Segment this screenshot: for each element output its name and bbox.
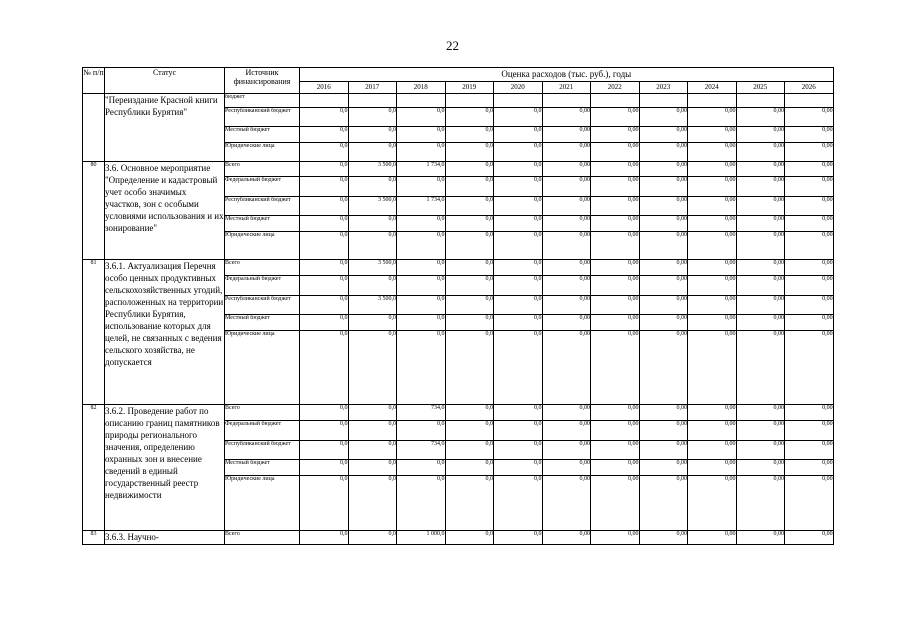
expense-value-2023: 0,00 [639, 276, 688, 296]
expense-value-2023: 0,00 [639, 177, 688, 197]
expense-value-2022: 0,00 [591, 162, 640, 177]
expense-value-2020: 0,0 [494, 276, 543, 296]
expense-value-2026: 0,00 [785, 177, 834, 197]
expense-value-2022: 0,00 [591, 421, 640, 441]
expense-value-2016: 0,0 [300, 162, 349, 177]
expense-value-2022: 0,00 [591, 127, 640, 143]
expense-value-2020: 0,0 [494, 331, 543, 405]
expense-value-2021: 0,00 [542, 421, 591, 441]
expense-value-2024: 0,00 [688, 232, 737, 260]
expense-value-2024: 0,00 [688, 476, 737, 531]
expense-value-2020: 0,0 [494, 177, 543, 197]
expense-value-2025: 0,00 [736, 460, 785, 476]
expense-value-2018: 0,0 [397, 315, 446, 331]
funding-source: Республиканский бюджет [225, 197, 300, 216]
funding-source: Федеральный бюджет [225, 177, 300, 197]
funding-source: Юридические лица [225, 143, 300, 162]
expense-value-2024: 0,00 [688, 127, 737, 143]
expense-value-2022: 0,00 [591, 177, 640, 197]
expense-value-2026: 0,00 [785, 127, 834, 143]
expense-value-2021: 0,00 [542, 476, 591, 531]
expense-value-2017: 3 500,0 [348, 162, 397, 177]
row-number: 83 [83, 531, 105, 545]
expense-value-2018: 0,0 [397, 260, 446, 276]
expense-value-2025: 0,00 [736, 405, 785, 421]
expense-value-2020: 0,0 [494, 197, 543, 216]
expense-value-2019: 0,0 [445, 405, 494, 421]
expense-value-2020: 0,0 [494, 296, 543, 315]
expense-value-2018: 0,0 [397, 276, 446, 296]
expense-value-2018: 0,0 [397, 421, 446, 441]
expense-value-2026: 0,00 [785, 232, 834, 260]
expense-value-2017: 0,0 [348, 405, 397, 421]
expense-value-2021: 0,00 [542, 405, 591, 421]
expense-value-2026: 0,00 [785, 315, 834, 331]
status-cell: 3.6.3. Научно- [105, 531, 225, 545]
budget-table [82, 67, 834, 545]
year-2018: 2018 [397, 82, 446, 94]
expense-value-2021: 0,00 [542, 331, 591, 405]
year-2016: 2016 [300, 82, 349, 94]
expense-value-2021: 0,00 [542, 260, 591, 276]
year-2022: 2022 [591, 82, 640, 94]
expense-value-2017: 3 500,0 [348, 296, 397, 315]
expense-value-2020: 0,0 [494, 531, 543, 545]
expense-value-2021: 0,00 [542, 460, 591, 476]
expense-value-2018: 0,0 [397, 232, 446, 260]
expense-value-2016: 0,0 [300, 127, 349, 143]
expense-value-2026: 0,00 [785, 276, 834, 296]
expense-value-2025: 0,00 [736, 108, 785, 127]
expense-value-2018: 734,0 [397, 441, 446, 460]
header-source: Источник финансирования [225, 68, 300, 94]
expense-value-2021: 0,00 [542, 441, 591, 460]
status-cell: 3.6.2. Проведение работ по описанию границ памятников природы регионального значения, определению охранных зон и внесение сведений в единый государственный реестр недвижимости [105, 405, 225, 531]
expense-value-2017: 0,0 [348, 421, 397, 441]
expense-value-2020: 0,0 [494, 232, 543, 260]
expense-value-2019: 0,0 [445, 232, 494, 260]
expense-value-2024: 0,00 [688, 441, 737, 460]
expense-value-2025: 0,00 [736, 143, 785, 162]
expense-value-2025: 0,00 [736, 441, 785, 460]
expense-value-2016: 0,0 [300, 421, 349, 441]
expense-value-2026: 0,00 [785, 405, 834, 421]
expense-value-2023: 0,00 [639, 441, 688, 460]
expense-value-2025: 0,00 [736, 232, 785, 260]
expense-value-2026: 0,00 [785, 108, 834, 127]
expense-value-2021: 0,00 [542, 162, 591, 177]
expense-value-2019 [445, 94, 494, 108]
expense-value-2021: 0,00 [542, 531, 591, 545]
expense-value-2017 [348, 94, 397, 108]
expense-value-2017: 0,0 [348, 476, 397, 531]
expense-value-2018: 734,0 [397, 405, 446, 421]
expense-value-2023: 0,00 [639, 108, 688, 127]
expense-value-2017: 0,0 [348, 143, 397, 162]
expense-value-2017: 0,0 [348, 232, 397, 260]
year-2023: 2023 [639, 82, 688, 94]
funding-source: Местный бюджет [225, 460, 300, 476]
expense-value-2022: 0,00 [591, 232, 640, 260]
expense-value-2019: 0,0 [445, 296, 494, 315]
expense-value-2026: 0,00 [785, 162, 834, 177]
expense-value-2025: 0,00 [736, 315, 785, 331]
year-2017: 2017 [348, 82, 397, 94]
expense-value-2016: 0,0 [300, 315, 349, 331]
expense-value-2016: 0,0 [300, 232, 349, 260]
expense-value-2016: 0,0 [300, 296, 349, 315]
expense-value-2016: 0,0 [300, 260, 349, 276]
expense-value-2016: 0,0 [300, 331, 349, 405]
funding-source: бюджет [225, 94, 300, 108]
expense-value-2022: 0,00 [591, 197, 640, 216]
funding-source: Всего [225, 162, 300, 177]
expense-value-2025: 0,00 [736, 476, 785, 531]
expense-value-2019: 0,0 [445, 476, 494, 531]
expense-value-2024: 0,00 [688, 260, 737, 276]
expense-value-2024: 0,00 [688, 143, 737, 162]
expense-value-2021: 0,00 [542, 315, 591, 331]
expense-value-2018: 0,0 [397, 460, 446, 476]
expense-value-2019: 0,0 [445, 197, 494, 216]
expense-value-2025: 0,00 [736, 197, 785, 216]
expense-value-2025: 0,00 [736, 177, 785, 197]
expense-value-2025 [736, 94, 785, 108]
expense-value-2016: 0,0 [300, 405, 349, 421]
table-row [83, 162, 834, 177]
expense-value-2020: 0,0 [494, 460, 543, 476]
status-cell: 3.6.1. Актуализация Перечня особо ценных продуктивных сельскохозяйственных угодий, расположенных на территории Республики Бурятия, использование которых для целей, не связанных с ведения сельского хозяйства, не допускается [105, 260, 225, 405]
expense-value-2018: 0,0 [397, 108, 446, 127]
expense-value-2024: 0,00 [688, 108, 737, 127]
expense-value-2018: 0,0 [397, 331, 446, 405]
expense-value-2016: 0,0 [300, 276, 349, 296]
year-2020: 2020 [494, 82, 543, 94]
expense-value-2016: 0,0 [300, 143, 349, 162]
expense-value-2021: 0,00 [542, 177, 591, 197]
expense-value-2025: 0,00 [736, 296, 785, 315]
expense-value-2025: 0,00 [736, 421, 785, 441]
expense-value-2024: 0,00 [688, 276, 737, 296]
expense-value-2026: 0,00 [785, 531, 834, 545]
expense-value-2019: 0,0 [445, 162, 494, 177]
expense-value-2025: 0,00 [736, 331, 785, 405]
expense-value-2023: 0,00 [639, 331, 688, 405]
expense-value-2022: 0,00 [591, 108, 640, 127]
expense-value-2021: 0,00 [542, 296, 591, 315]
expense-value-2024: 0,00 [688, 405, 737, 421]
expense-value-2016: 0,0 [300, 441, 349, 460]
year-2026: 2026 [785, 82, 834, 94]
expense-value-2016: 0,0 [300, 460, 349, 476]
funding-source: Местный бюджет [225, 216, 300, 232]
expense-value-2022: 0,00 [591, 441, 640, 460]
funding-source: Республиканский бюджет [225, 441, 300, 460]
expense-value-2024: 0,00 [688, 197, 737, 216]
expense-value-2020: 0,0 [494, 405, 543, 421]
expense-value-2023: 0,00 [639, 460, 688, 476]
status-cell: 3.6. Основное мероприятие "Определение и кадастровый учет особо значимых участков, зон с особыми условиями использования и их зонирование" [105, 162, 225, 260]
expense-value-2020: 0,0 [494, 127, 543, 143]
funding-source: Юридические лица [225, 476, 300, 531]
expense-value-2022: 0,00 [591, 405, 640, 421]
expense-value-2022: 0,00 [591, 276, 640, 296]
expense-value-2026 [785, 94, 834, 108]
expense-value-2026: 0,00 [785, 216, 834, 232]
expense-value-2023: 0,00 [639, 296, 688, 315]
expense-value-2018: 0,0 [397, 143, 446, 162]
expense-value-2024: 0,00 [688, 296, 737, 315]
expense-value-2019: 0,0 [445, 127, 494, 143]
expense-value-2020: 0,0 [494, 108, 543, 127]
expense-value-2017: 0,0 [348, 276, 397, 296]
year-2025: 2025 [736, 82, 785, 94]
expense-value-2023: 0,00 [639, 143, 688, 162]
expense-value-2016: 0,0 [300, 177, 349, 197]
expense-value-2022: 0,00 [591, 331, 640, 405]
expense-value-2019: 0,0 [445, 260, 494, 276]
row-number: 81 [83, 260, 105, 405]
expense-value-2025: 0,00 [736, 531, 785, 545]
row-number: 80 [83, 162, 105, 260]
expense-value-2023: 0,00 [639, 260, 688, 276]
funding-source: Юридические лица [225, 331, 300, 405]
expense-value-2021: 0,00 [542, 127, 591, 143]
page-number: 22 [446, 38, 459, 53]
expense-value-2018: 1 734,0 [397, 197, 446, 216]
expense-value-2020: 0,0 [494, 162, 543, 177]
expense-value-2023 [639, 94, 688, 108]
year-2019: 2019 [445, 82, 494, 94]
expense-value-2017: 0,0 [348, 216, 397, 232]
expense-value-2020: 0,0 [494, 216, 543, 232]
expense-value-2025: 0,00 [736, 276, 785, 296]
expense-value-2024: 0,00 [688, 331, 737, 405]
expense-value-2024: 0,00 [688, 460, 737, 476]
funding-source: Республиканский бюджет [225, 296, 300, 315]
expense-value-2018: 0,0 [397, 177, 446, 197]
expense-value-2019: 0,0 [445, 276, 494, 296]
header-status: Статус [105, 68, 225, 94]
expense-value-2024: 0,00 [688, 162, 737, 177]
expense-value-2017: 0,0 [348, 315, 397, 331]
row-number [83, 94, 105, 162]
funding-source: Местный бюджет [225, 315, 300, 331]
funding-source: Федеральный бюджет [225, 276, 300, 296]
funding-source: Юридические лица [225, 232, 300, 260]
expense-value-2023: 0,00 [639, 315, 688, 331]
funding-source: Всего [225, 260, 300, 276]
header-num: № п/п [83, 68, 105, 94]
expense-value-2017: 0,0 [348, 531, 397, 545]
row-number: 82 [83, 405, 105, 531]
expense-value-2026: 0,00 [785, 441, 834, 460]
expense-value-2018: 0,0 [397, 216, 446, 232]
expense-value-2024: 0,00 [688, 315, 737, 331]
expense-value-2018: 0,0 [397, 476, 446, 531]
expense-value-2017: 0,0 [348, 108, 397, 127]
expense-value-2026: 0,00 [785, 331, 834, 405]
funding-source: Республиканский бюджет [225, 108, 300, 127]
expense-value-2021: 0,00 [542, 143, 591, 162]
expense-value-2025: 0,00 [736, 162, 785, 177]
expense-value-2019: 0,0 [445, 315, 494, 331]
table-body [83, 94, 834, 545]
expense-value-2016: 0,0 [300, 216, 349, 232]
expense-value-2023: 0,00 [639, 405, 688, 421]
expense-value-2024: 0,00 [688, 531, 737, 545]
expense-value-2021 [542, 94, 591, 108]
expense-value-2022: 0,00 [591, 143, 640, 162]
status-cell: "Переиздание Красной книги Республики Бурятия" [105, 94, 225, 162]
expense-value-2021: 0,00 [542, 197, 591, 216]
expense-value-2021: 0,00 [542, 232, 591, 260]
expense-value-2016: 0,0 [300, 531, 349, 545]
expense-value-2022: 0,00 [591, 460, 640, 476]
expense-value-2023: 0,00 [639, 531, 688, 545]
expense-value-2024: 0,00 [688, 177, 737, 197]
expense-value-2018: 0,0 [397, 127, 446, 143]
expense-value-2018: 0,0 [397, 296, 446, 315]
expense-value-2017: 0,0 [348, 441, 397, 460]
expense-value-2020: 0,0 [494, 260, 543, 276]
expense-value-2017: 0,0 [348, 177, 397, 197]
expense-value-2024 [688, 94, 737, 108]
expense-value-2017: 0,0 [348, 331, 397, 405]
expense-value-2026: 0,00 [785, 476, 834, 531]
expense-value-2019: 0,0 [445, 421, 494, 441]
expense-value-2019: 0,0 [445, 441, 494, 460]
funding-source: Всего [225, 405, 300, 421]
expense-value-2018: 1 734,0 [397, 162, 446, 177]
expense-value-2025: 0,00 [736, 216, 785, 232]
funding-source: Всего [225, 531, 300, 545]
expense-value-2017: 3 500,0 [348, 260, 397, 276]
expense-value-2026: 0,00 [785, 421, 834, 441]
expense-value-2022: 0,00 [591, 315, 640, 331]
expense-value-2022: 0,00 [591, 531, 640, 545]
expense-value-2020: 0,0 [494, 315, 543, 331]
header-estimate: Оценка расходов (тыс. руб.), годы [300, 68, 834, 82]
expense-value-2016: 0,0 [300, 108, 349, 127]
expense-value-2021: 0,00 [542, 108, 591, 127]
expense-value-2022: 0,00 [591, 260, 640, 276]
expense-value-2023: 0,00 [639, 127, 688, 143]
expense-value-2020: 0,0 [494, 421, 543, 441]
table-row [83, 94, 834, 108]
expense-value-2019: 0,0 [445, 531, 494, 545]
expense-value-2016 [300, 94, 349, 108]
expense-value-2026: 0,00 [785, 260, 834, 276]
table-row [83, 405, 834, 421]
expense-value-2019: 0,0 [445, 177, 494, 197]
expense-value-2026: 0,00 [785, 460, 834, 476]
year-2021: 2021 [542, 82, 591, 94]
expense-value-2025: 0,00 [736, 127, 785, 143]
expense-value-2022: 0,00 [591, 296, 640, 315]
expense-value-2016: 0,0 [300, 476, 349, 531]
expense-value-2020 [494, 94, 543, 108]
expense-value-2023: 0,00 [639, 216, 688, 232]
expense-value-2017: 3 500,0 [348, 197, 397, 216]
funding-source: Местный бюджет [225, 127, 300, 143]
expense-value-2026: 0,00 [785, 143, 834, 162]
expense-value-2024: 0,00 [688, 421, 737, 441]
expense-value-2025: 0,00 [736, 260, 785, 276]
expense-value-2019: 0,0 [445, 331, 494, 405]
expense-value-2023: 0,00 [639, 476, 688, 531]
expense-value-2019: 0,0 [445, 143, 494, 162]
expense-value-2016: 0,0 [300, 197, 349, 216]
expense-value-2019: 0,0 [445, 216, 494, 232]
expense-value-2017: 0,0 [348, 127, 397, 143]
expense-value-2020: 0,0 [494, 143, 543, 162]
expense-value-2021: 0,00 [542, 276, 591, 296]
table-row [83, 260, 834, 276]
year-2024: 2024 [688, 82, 737, 94]
expense-value-2022: 0,00 [591, 216, 640, 232]
expense-value-2026: 0,00 [785, 296, 834, 315]
expense-value-2019: 0,0 [445, 108, 494, 127]
expense-value-2024: 0,00 [688, 216, 737, 232]
expense-value-2018: 1 000,0 [397, 531, 446, 545]
expense-value-2017: 0,0 [348, 460, 397, 476]
expense-value-2019: 0,0 [445, 460, 494, 476]
funding-source: Федеральный бюджет [225, 421, 300, 441]
expense-value-2020: 0,0 [494, 476, 543, 531]
expense-value-2018 [397, 94, 446, 108]
expense-value-2023: 0,00 [639, 232, 688, 260]
expense-value-2023: 0,00 [639, 421, 688, 441]
expense-value-2023: 0,00 [639, 197, 688, 216]
expense-value-2021: 0,00 [542, 216, 591, 232]
expense-value-2023: 0,00 [639, 162, 688, 177]
expense-value-2020: 0,0 [494, 441, 543, 460]
expense-value-2022 [591, 94, 640, 108]
table-row [83, 531, 834, 545]
expense-value-2022: 0,00 [591, 476, 640, 531]
expense-value-2026: 0,00 [785, 197, 834, 216]
